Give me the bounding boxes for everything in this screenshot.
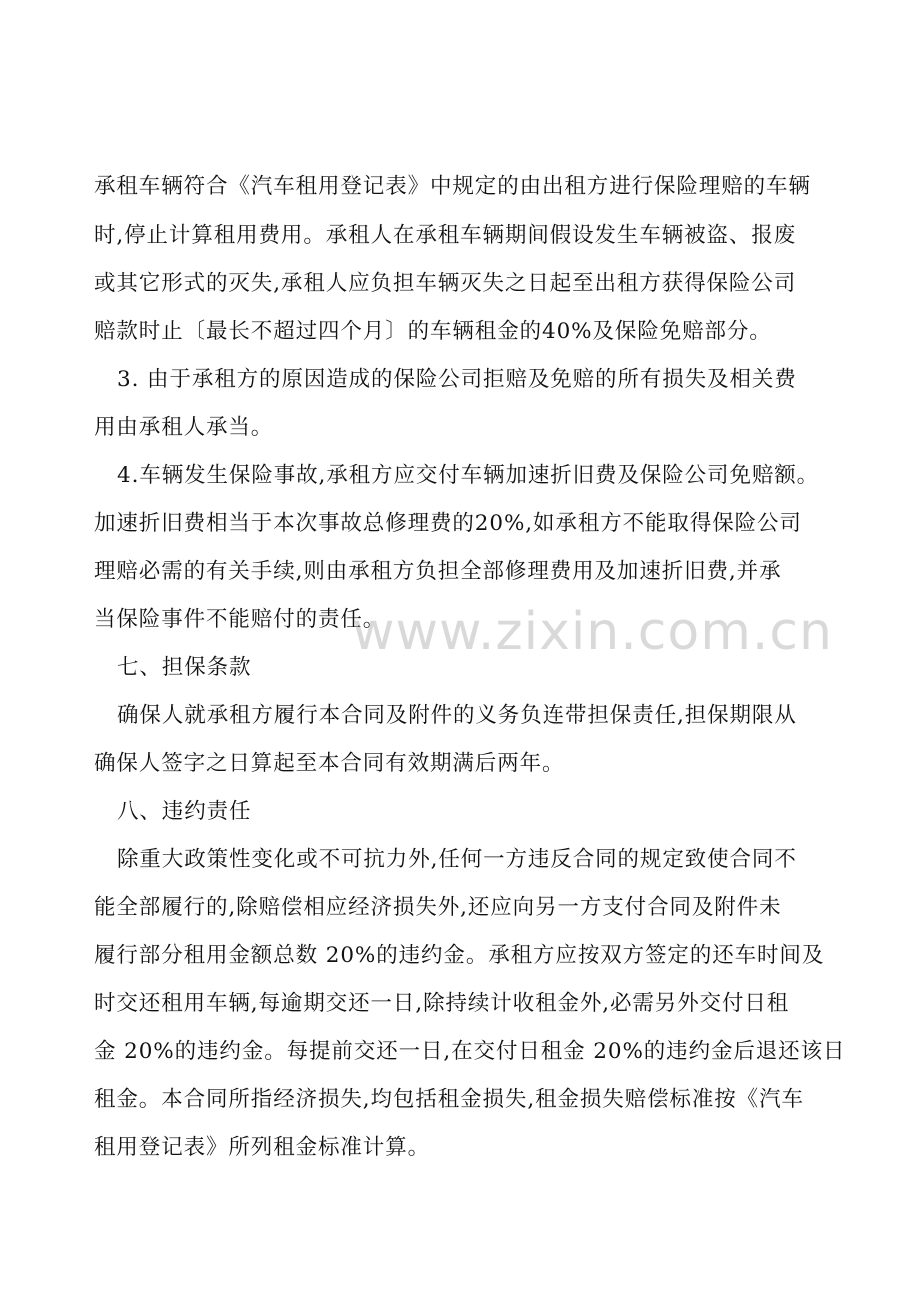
paragraph-line-3: 或其它形式的灭失,承租人应负担车辆灭失之日起至出租方获得保险公司: [94, 271, 797, 296]
watermark: www.zixin.com.cn: [352, 602, 833, 662]
section-7-line-2: 确保人签字之日算起至本合同有效期满后两年。: [94, 751, 565, 776]
section-8-line-4: 时交还租用车辆,每逾期交还一日,除持续计收租金外,必需另外交付日租: [94, 991, 790, 1016]
clause-4-line-3: 理赔必需的有关手续,则由承租方负担全部修理费用及加速折旧费,并承: [94, 559, 782, 584]
clause-4-line-2: 加速折旧费相当于本次事故总修理费的20%,如承租方不能取得保险公司: [94, 511, 802, 536]
section-7-heading: 七、担保条款: [117, 655, 252, 680]
paragraph-line-4: 赔款时止〔最长不超过四个月〕的车辆租金的40%及保险免赔部分。: [94, 319, 772, 344]
section-7-line-1: 确保人就承租方履行本合同及附件的义务负连带担保责任,担保期限从: [117, 703, 797, 728]
section-8-line-6: 租金。本合同所指经济损失,均包括租金损失,租金损失赔偿标准按《汽车: [94, 1087, 804, 1112]
section-8-line-3: 履行部分租用金额总数 20%的违约金。承租方应按双方签定的还车时间及: [94, 943, 825, 968]
section-8-line-5: 金 20%的违约金。每提前交还一日,在交付日租金 20%的违约金后退还该日: [94, 1039, 846, 1064]
section-8-line-1: 除重大政策性变化或不可抗力外,任何一方违反合同的规定致使合同不: [117, 847, 797, 872]
section-8-line-2: 能全部履行的,除赔偿相应经济损失外,还应向另一方支付合同及附件未: [94, 895, 782, 920]
clause-3-line-2: 用由承租人承当。: [94, 415, 274, 440]
clause-4-line-4: 当保险事件不能赔付的责任。: [94, 607, 386, 632]
paragraph-line-1: 承租车辆符合《汽车租用登记表》中规定的由出租方进行保险理赔的车辆: [94, 174, 811, 199]
clause-4-line-1: 4.车辆发生保险事故,承租方应交付车辆加速折旧费及保险公司免赔额。: [117, 463, 820, 488]
section-8-line-7: 租用登记表》所列租金标准计算。: [94, 1135, 431, 1160]
clause-3-line-1: 3. 由于承租方的原因造成的保险公司拒赔及免赔的所有损失及相关费: [117, 367, 797, 392]
paragraph-line-2: 时,停止计算租用费用。承租人在承租车辆期间假设发生车辆被盗、报废: [94, 223, 797, 248]
section-8-heading: 八、违约责任: [117, 799, 252, 824]
